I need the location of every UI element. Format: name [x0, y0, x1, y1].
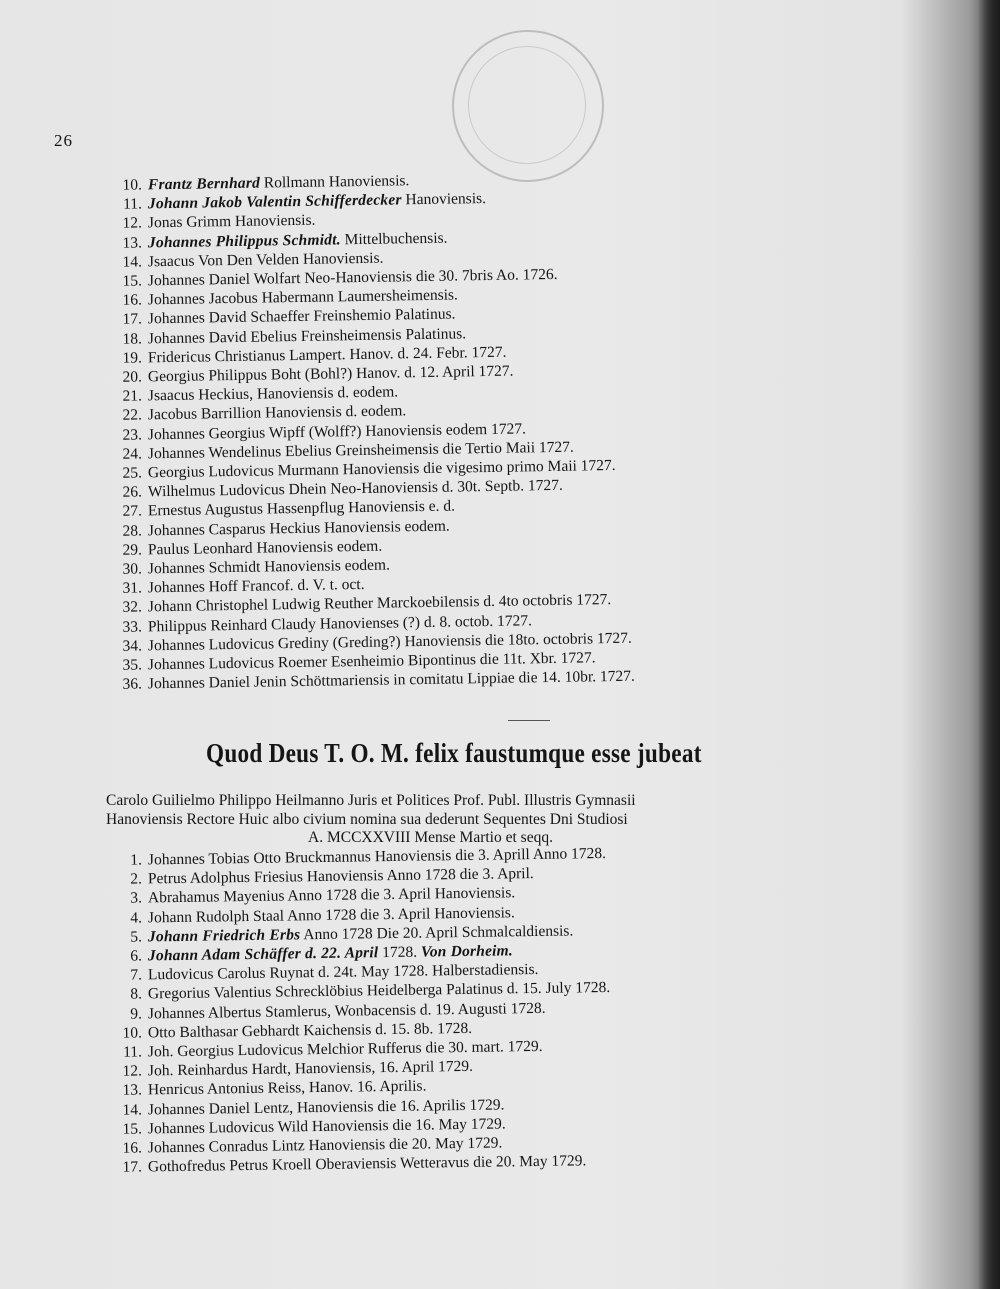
intro-line-1: Carolo Guilielmo Philippo Heilmanno Juris et Politices Prof. Publ. Illustris Gymnasii: [106, 792, 636, 809]
entry-text: Johannes Wendelinus Ebelius Greinsheimensis die Tertio Maii 1727.: [147, 438, 574, 463]
list-entry: [106, 517, 450, 540]
entry-text: Gregorius Valentius Schrecklöbius Heidelberga Palatinus d. 15. July 1728.: [147, 979, 611, 1003]
entry-number: 35.: [122, 656, 143, 674]
entry-text: Johannes Daniel Lentz, Hanoviensis die 16. Aprilis 1729.: [147, 1096, 505, 1119]
entry-number: 26.: [122, 483, 143, 501]
entry-text: Joh. Georgius Ludovicus Melchior Rufferus die 30. mart. 1729.: [147, 1037, 543, 1061]
entry-text: Georgius Ludovicus Murmann Hanoviensis die vigesimo primo Maii 1727.: [147, 456, 616, 482]
entry-text: Jonas Grimm Hanoviensis.: [147, 212, 316, 232]
entry-text: Paulus Leonhard Hanoviensis eodem.: [147, 537, 383, 559]
entry-fraktur-text: Johann Jakob Valentin Schifferdecker: [147, 191, 402, 213]
entry-text: Johannes Georgius Wipff (Wolff?) Hanoviensis eodem 1727.: [147, 419, 527, 443]
entry-text: Johannes Jacobus Habermann Laumersheimensis.: [147, 286, 459, 309]
entry-number: 1.: [130, 851, 143, 869]
entry-text: Jsaacus Von Den Velden Hanoviensis.: [147, 249, 384, 271]
entry-number: 12.: [122, 1062, 143, 1080]
page-number: 26: [54, 131, 73, 150]
entry-number: 17.: [122, 310, 143, 329]
entry-text: Johann Rudolph Staal Anno 1728 die 3. April Hanoviensis.: [147, 903, 515, 927]
entry-fraktur-text: Johann Friedrich Erbs: [147, 926, 301, 946]
entry-number: 33.: [122, 618, 143, 636]
entry-number: 30.: [122, 560, 143, 578]
entry-text: Hanoviensis.: [401, 190, 487, 209]
entry-number: 13.: [122, 1081, 143, 1100]
entry-number: 17.: [122, 1158, 143, 1176]
entry-number: 32.: [122, 598, 143, 617]
entry-number: 20.: [122, 368, 143, 386]
entry-number: 28.: [122, 522, 143, 540]
entry-text: Johannes Ludovicus Grediny (Greding?) Hanoviensis die 18to. octobris 1727.: [147, 629, 632, 655]
entry-text: Anno 1728 Die 20. April Schmalcaldiensis.: [300, 922, 574, 944]
entry-number: 14.: [122, 1101, 143, 1119]
entry-text: Johannes Daniel Jenin Schöttmariensis in comitatu Lippiae die 14. 10br. 1727.: [147, 667, 635, 693]
entry-number: 16.: [122, 1139, 143, 1157]
entry-number: 23.: [122, 426, 143, 444]
entry-number: 25.: [122, 464, 143, 482]
entry-text: Henricus Antonius Reiss, Hanov. 16. Aprilis.: [147, 1077, 427, 1099]
list-entry: [106, 212, 316, 233]
entry-text: Johannes Conradus Lintz Hanoviensis die 20. May 1729.: [147, 1134, 503, 1157]
entry-number: 15.: [122, 272, 143, 290]
entry-text: Joh. Reinhardus Hardt, Hanoviensis, 16. April 1729.: [147, 1058, 474, 1080]
entry-text: Petrus Adolphus Friesius Hanoviensis Anno 1728 die 3. April.: [147, 865, 534, 888]
entry-fraktur-tail: Von Dorheim.: [420, 942, 514, 961]
entry-number: 7.: [130, 966, 143, 984]
entry-text: Johannes Hoff Francof. d. V. t. oct.: [147, 576, 365, 597]
entry-text: Ludovicus Carolus Ruynat d. 24t. May 1728. Halberstadiensis.: [147, 961, 539, 984]
entry-text: Philippus Reinhard Claudy Hanovienses (?) d. 8. octob. 1727.: [147, 611, 533, 635]
entry-number: 10.: [122, 176, 143, 194]
entry-number: 18.: [122, 330, 143, 348]
entry-text: Mittelbuchensis.: [340, 229, 448, 248]
entry-fraktur-text: Frantz Bernhard: [147, 174, 261, 194]
entry-text: Johannes Ludovicus Wild Hanoviensis die 16. May 1729.: [147, 1115, 506, 1138]
entry-text: Fridericus Christianus Lampert. Hanov. d. 24. Febr. 1727.: [147, 343, 507, 367]
entry-text: Johannes David Ebelius Freinsheimensis Palatinus.: [147, 324, 467, 347]
entry-number: 8.: [130, 985, 143, 1004]
page-edge-shadow: [978, 0, 1000, 1289]
entry-text: Johannes Schmidt Hanoviensis eodem.: [147, 556, 391, 578]
library-stamp: [452, 30, 604, 182]
entry-text: Johannes Daniel Wolfart Neo-Hanoviensis die 30. 7bris Ao. 1726.: [147, 265, 558, 290]
entry-text: Johann Christophel Ludwig Reuther Marckoebilensis d. 4to octobris 1727.: [147, 591, 612, 616]
entry-number: 10.: [122, 1024, 143, 1042]
intro-line-3: A. MCCXXVIII Mense Martio et seqq.: [308, 829, 553, 846]
entry-number: 15.: [122, 1120, 143, 1138]
entry-number: 5.: [130, 928, 143, 946]
entry-number: 11.: [123, 1043, 143, 1061]
list-entry: [106, 1078, 427, 1100]
entry-number: 29.: [122, 541, 143, 559]
entry-number: 6.: [130, 947, 143, 965]
entry-number: 31.: [122, 579, 143, 597]
entry-number: 14.: [122, 253, 143, 271]
section-heading: Quod Deus T. O. M. felix faustumque esse jubeat: [206, 738, 702, 768]
entry-text: Ernestus Augustus Hassenpflug Hanoviensis e. d.: [147, 497, 456, 520]
entry-number: 36.: [122, 675, 143, 693]
entry-number: 21.: [122, 387, 143, 405]
entry-text: Jsaacus Heckius, Hanoviensis d. eodem.: [147, 383, 399, 405]
entry-number: 34.: [122, 637, 143, 655]
entry-number: 12.: [122, 214, 143, 233]
entry-number: 4.: [130, 909, 143, 927]
entry-number: 9.: [130, 1005, 143, 1023]
entry-text: Johannes Tobias Otto Bruckmannus Hanoviensis die 3. Aprill Anno 1728.: [147, 845, 607, 869]
entry-text: Johannes David Schaeffer Freinshemio Palatinus.: [147, 305, 456, 328]
entry-number: 2.: [130, 870, 143, 888]
entry-text: Johannes Albertus Stamlerus, Wonbacensis d. 19. Augusti 1728.: [147, 999, 546, 1023]
entry-number: 19.: [122, 349, 143, 367]
entry-text: Gothofredus Petrus Kroell Oberaviensis Wetteravus die 20. May 1729.: [147, 1152, 587, 1176]
entry-number: 3.: [130, 889, 143, 908]
entry-text: Jacobus Barrillion Hanoviensis d. eodem.: [147, 402, 407, 424]
entry-text: Johannes Casparus Heckius Hanoviensis eodem.: [147, 517, 450, 539]
entry-text: Otto Balthasar Gebhardt Kaichensis d. 15. 8b. 1728.: [147, 1019, 473, 1042]
intro-line-2: Hanoviensis Rectore Huic albo civium nomina sua dederunt Sequentes Dni Studiosi: [106, 811, 628, 828]
entry-text: Abrahamus Mayenius Anno 1728 die 3. April Hanoviensis.: [147, 884, 516, 907]
entry-number: 11.: [123, 195, 143, 213]
list-entry: [106, 403, 407, 426]
entry-number: 27.: [122, 502, 143, 521]
entry-number: 22.: [122, 406, 143, 425]
entry-text: Georgius Philippus Boht (Bohl?) Hanov. d. 12. April 1727.: [147, 362, 514, 386]
entry-text: 1728.: [378, 943, 422, 962]
entry-fraktur-text: Johann Adam Schäffer d. 22. April: [147, 944, 379, 965]
entry-text: Rollmann Hanoviensis.: [259, 172, 410, 192]
entry-number: 16.: [122, 291, 143, 309]
entry-text: Johannes Ludovicus Roemer Esenheimio Bipontinus die 11t. Xbr. 1727.: [147, 649, 596, 674]
entry-number: 13.: [122, 234, 143, 252]
entry-number: 24.: [122, 445, 143, 463]
entry-fraktur-text: Johannes Philippus Schmidt.: [147, 230, 341, 251]
list-entry: [106, 229, 448, 252]
section-divider: [508, 720, 550, 721]
entry-text: Wilhelmus Ludovicus Dhein Neo-Hanoviensis d. 30t. Septb. 1727.: [147, 477, 563, 501]
